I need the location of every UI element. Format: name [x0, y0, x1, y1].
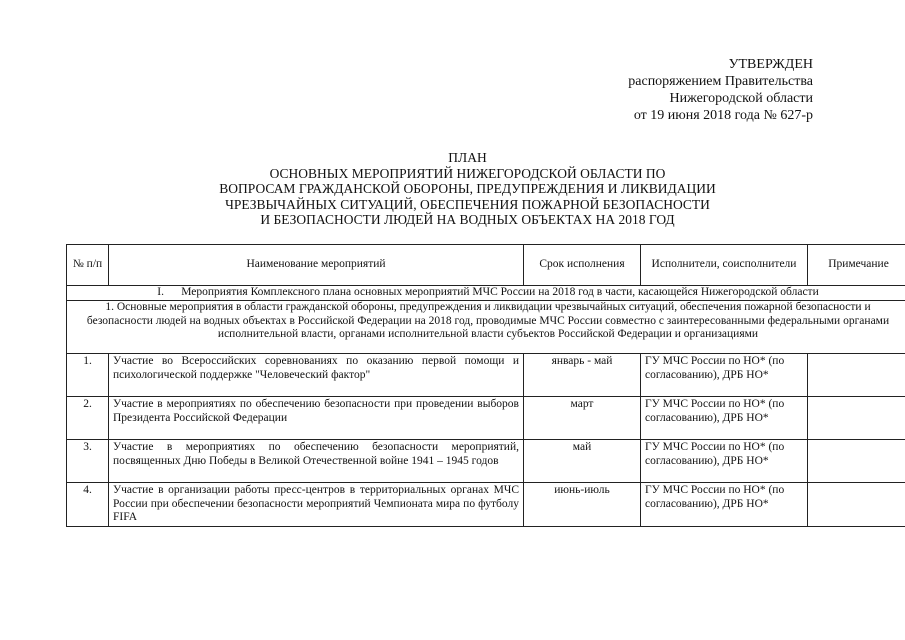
row-executors: ГУ МЧС России по НО* (по согласованию), ДРБ НО* [641, 397, 808, 440]
plan-title-line: ВОПРОСАМ ГРАЖДАНСКОЙ ОБОРОНЫ, ПРЕДУПРЕЖДЕНИЯ И ЛИКВИДАЦИИ [219, 181, 716, 196]
row-num: 3. [67, 440, 109, 483]
header-term: Срок исполнения [524, 245, 641, 286]
approval-heading: УТВЕРЖДЕН [728, 57, 813, 72]
row-executors: ГУ МЧС России по НО* (по согласованию), ДРБ НО* [641, 440, 808, 483]
row-num: 2. [67, 397, 109, 440]
header-executors: Исполнители, соисполнители [641, 245, 808, 286]
row-term: июнь-июль [524, 483, 641, 527]
row-executors: ГУ МЧС России по НО* (по согласованию), ДРБ НО* [641, 483, 808, 527]
table-row [67, 483, 905, 527]
table-row [67, 354, 905, 397]
plan-title [160, 150, 775, 228]
subsection-row [67, 301, 905, 354]
row-note [808, 483, 905, 527]
row-name: Участие во Всероссийских соревнованиях по оказанию первой помощи и психологической поддержке "Человеческий фактор" [109, 354, 524, 397]
header-num: № п/п [67, 245, 109, 286]
row-num: 1. [67, 354, 109, 397]
table-row [67, 440, 905, 483]
row-note [808, 440, 905, 483]
header-name: Наименование мероприятий [109, 245, 524, 286]
plan-title-line: И БЕЗОПАСНОСТИ ЛЮДЕЙ НА ВОДНЫХ ОБЪЕКТАХ НА 2018 ГОД [260, 212, 675, 227]
approval-stamp [628, 56, 813, 124]
section-text: Мероприятия Комплексного плана основных мероприятий МЧС России на 2018 год в части, касающейся Нижегородской области [181, 286, 819, 298]
section-row [67, 286, 905, 301]
approval-date: от 19 июня 2018 года № 627-р [633, 108, 813, 123]
subsection-text: 1. Основные мероприятия в области гражданской обороны, предупреждения и ликвидации чрезвычайных ситуаций, обеспечения пожарной безопасности и безопасности людей на водных объектах в Российской Федерации на 2018 год, проводимые МЧС России совместно с заинтересованными федеральными органами исполнительной власти, органами исполнительной власти субъектов Российской Федерации и организациями [67, 301, 905, 354]
row-num: 4. [67, 483, 109, 527]
plan-title-line: ОСНОВНЫХ МЕРОПРИЯТИЙ НИЖЕГОРОДСКОЙ ОБЛАСТИ ПО [269, 165, 666, 181]
plan-title-line: ЧРЕЗВЫЧАЙНЫХ СИТУАЦИЙ, ОБЕСПЕЧЕНИЯ ПОЖАРНОЙ БЕЗОПАСНОСТИ [225, 196, 710, 212]
row-term: май [524, 440, 641, 483]
row-executors: ГУ МЧС России по НО* (по согласованию), ДРБ НО* [641, 354, 808, 397]
row-name: Участие в мероприятиях по обеспечению безопасности при проведении выборов Президента Российской Федерации [109, 397, 524, 440]
row-term: январь - май [524, 354, 641, 397]
row-name: Участие в мероприятиях по обеспечению безопасности мероприятий, посвященных Дню Победы в Великой Отечественной войне 1941 – 1945 годов [109, 440, 524, 483]
row-term: март [524, 397, 641, 440]
table-row [67, 397, 905, 440]
plan-title-line: ПЛАН [448, 150, 487, 165]
row-note [808, 354, 905, 397]
row-name: Участие в организации работы пресс-центров в территориальных органах МЧС России при обеспечении безопасности мероприятий Чемпионата мира по футболу FIFA [109, 483, 524, 527]
section-num: I. [157, 286, 164, 298]
table-header-row [67, 245, 905, 286]
plan-table [66, 244, 905, 527]
approval-authority: распоряжением Правительства [628, 74, 813, 89]
header-note: Примечание [808, 245, 905, 286]
approval-region: Нижегородской области [669, 91, 813, 106]
row-note [808, 397, 905, 440]
